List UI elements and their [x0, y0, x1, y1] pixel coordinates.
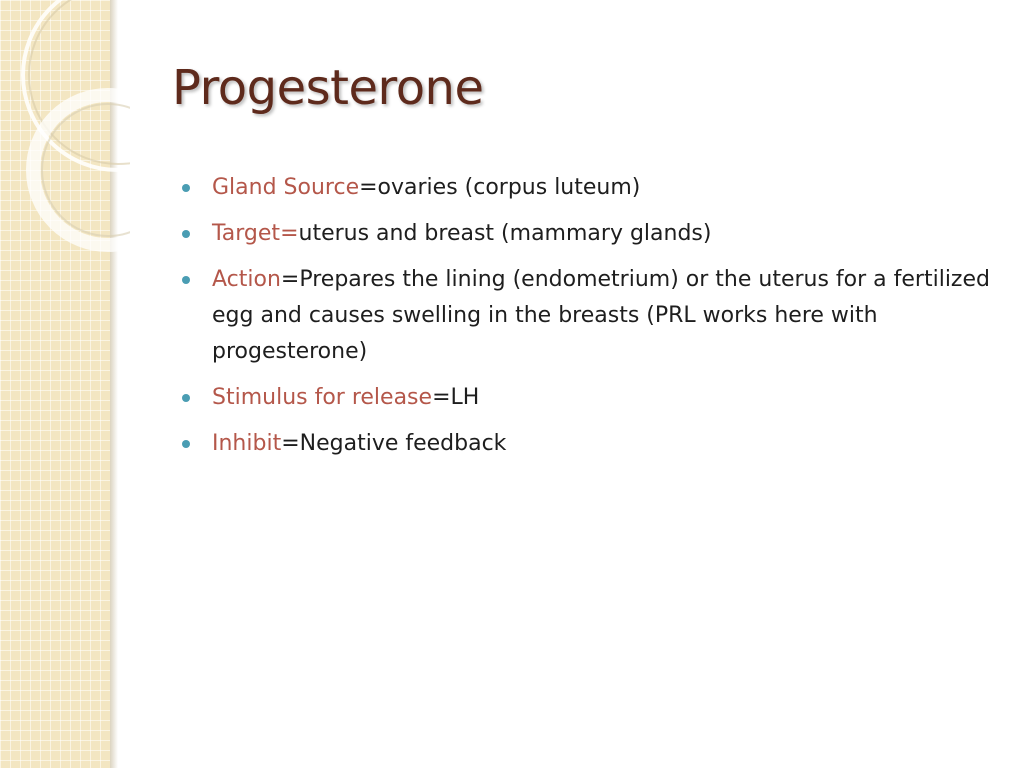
- bullet-text: =Negative feedback: [281, 431, 507, 456]
- bullet-dot-icon: [182, 394, 190, 402]
- bullet-dot-icon: [182, 184, 190, 192]
- slide-title: Progesterone: [172, 60, 484, 116]
- bullet-term: Stimulus for release: [212, 385, 433, 410]
- bullet-list: [182, 170, 992, 472]
- bullet-stimulus: [182, 380, 992, 416]
- bullet-text: =Prepares the lining (endometrium) or the uterus for a fertilized egg and causes swelling in the breasts (PRL works here with progesterone): [212, 267, 990, 364]
- bullet-action: [182, 262, 992, 370]
- bullet-inhibit: [182, 426, 992, 462]
- bullet-text: uterus and breast (mammary glands): [298, 221, 712, 246]
- bullet-term: Target=: [212, 221, 299, 246]
- bullet-dot-icon: [182, 276, 190, 284]
- bullet-term: Gland Source: [212, 175, 360, 200]
- bullet-gland-source: [182, 170, 992, 206]
- decorative-circles-icon: [0, 0, 130, 260]
- bullet-term: Inhibit: [212, 431, 282, 456]
- bullet-target: [182, 216, 992, 252]
- bullet-dot-icon: [182, 230, 190, 238]
- bullet-term: Action: [212, 267, 281, 292]
- bullet-text: =ovaries (corpus luteum): [359, 175, 641, 200]
- bullet-text: =LH: [432, 385, 480, 410]
- bullet-dot-icon: [182, 440, 190, 448]
